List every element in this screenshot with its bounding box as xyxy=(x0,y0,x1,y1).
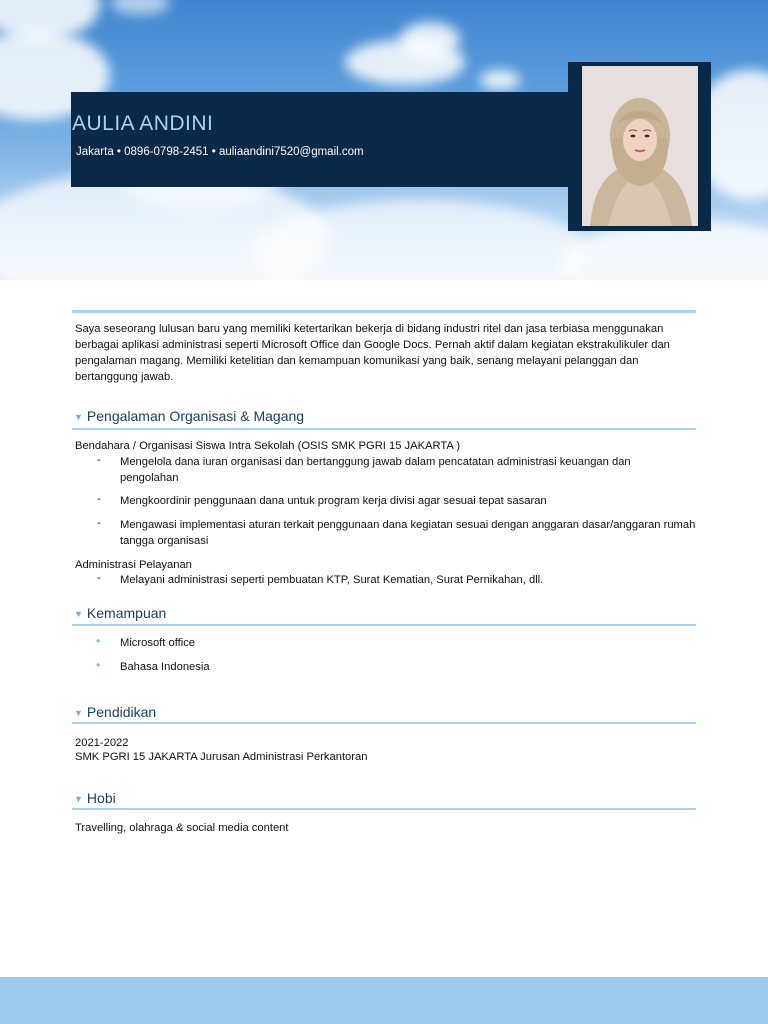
experience-role: Administrasi Pelayanan xyxy=(75,559,192,571)
hobby-title: Hobi xyxy=(86,790,116,806)
portrait-illustration xyxy=(582,66,698,226)
education-years: 2021-2022 xyxy=(75,737,129,749)
cloud xyxy=(110,0,170,15)
education-divider xyxy=(72,722,696,724)
name-band xyxy=(71,92,571,187)
profile-summary: Saya seseorang lulusan baru yang memiliki ketertarikan bekerja di bidang industri ritel dan jasa terbiasa menggunakan berbagai aplikasi administrasi seperti Microsoft Office dan Google Docs. Pernah aktif dalam kegiatan ekstrakulikuler dan pengalaman magang. Memiliki ketelitian dan kemampuan komunikasi yang baik, senang melayani pelanggan dan bertanggung jawab. xyxy=(75,323,670,383)
experience-heading xyxy=(74,408,304,424)
skills-divider xyxy=(72,624,696,626)
hobby-heading xyxy=(74,790,116,806)
bullet-dash: - xyxy=(97,517,101,529)
hobby-text: Travelling, olahraga & social media content xyxy=(75,822,289,834)
education-school: SMK PGRI 15 JAKARTA Jurusan Administrasi Perkantoran xyxy=(75,751,368,763)
experience-divider xyxy=(72,428,696,430)
list-item: Mengkoordinir penggunaan dana untuk program kerja divisi agar sesuai tepat sasaran xyxy=(120,495,547,507)
cloud xyxy=(400,22,460,57)
education-title: Pendidikan xyxy=(86,704,157,720)
skills-heading xyxy=(74,605,166,621)
contact-line: Jakarta • 0896-0798-2451 • auliaandini7520@gmail.com xyxy=(76,146,364,158)
experience-title: Pengalaman Organisasi & Magang xyxy=(86,408,305,424)
list-item: Mengawasi implementasi aturan terkait penggunaan dana kegiatan sesuai dengan anggaran dasar/anggaran rumah tangga organisasi xyxy=(120,519,696,547)
education-heading xyxy=(74,704,156,720)
bullet-dash: - xyxy=(97,493,101,505)
bullet-dot-icon: • xyxy=(96,634,101,648)
list-item: Mengelola dana iuran organisasi dan bertanggung jawab dalam pencatatan administrasi keuangan dan pengolahan xyxy=(120,456,631,484)
cloud xyxy=(480,70,520,90)
triangle-down-icon: ▼ xyxy=(74,708,83,718)
profile-photo xyxy=(582,66,698,226)
bullet-dash: - xyxy=(97,572,101,584)
hobby-divider xyxy=(72,808,696,810)
triangle-down-icon: ▼ xyxy=(74,609,83,619)
footer-band xyxy=(0,977,768,1024)
triangle-down-icon: ▼ xyxy=(74,794,83,804)
cloud xyxy=(0,0,100,40)
skill-item: Bahasa Indonesia xyxy=(120,661,210,673)
summary-divider xyxy=(72,310,696,313)
bullet-dash: - xyxy=(97,454,101,466)
list-item: Melayani administrasi seperti pembuatan KTP, Surat Kematian, Surat Pernikahan, dll. xyxy=(120,574,544,586)
triangle-down-icon: ▼ xyxy=(74,412,83,422)
experience-role: Bendahara / Organisasi Siswa Intra Sekolah (OSIS SMK PGRI 15 JAKARTA ) xyxy=(75,440,461,452)
full-name: AULIA ANDINI xyxy=(72,112,214,135)
skill-item: Microsoft office xyxy=(120,637,196,649)
skills-title: Kemampuan xyxy=(86,605,167,621)
bullet-dot-icon: • xyxy=(96,658,101,672)
